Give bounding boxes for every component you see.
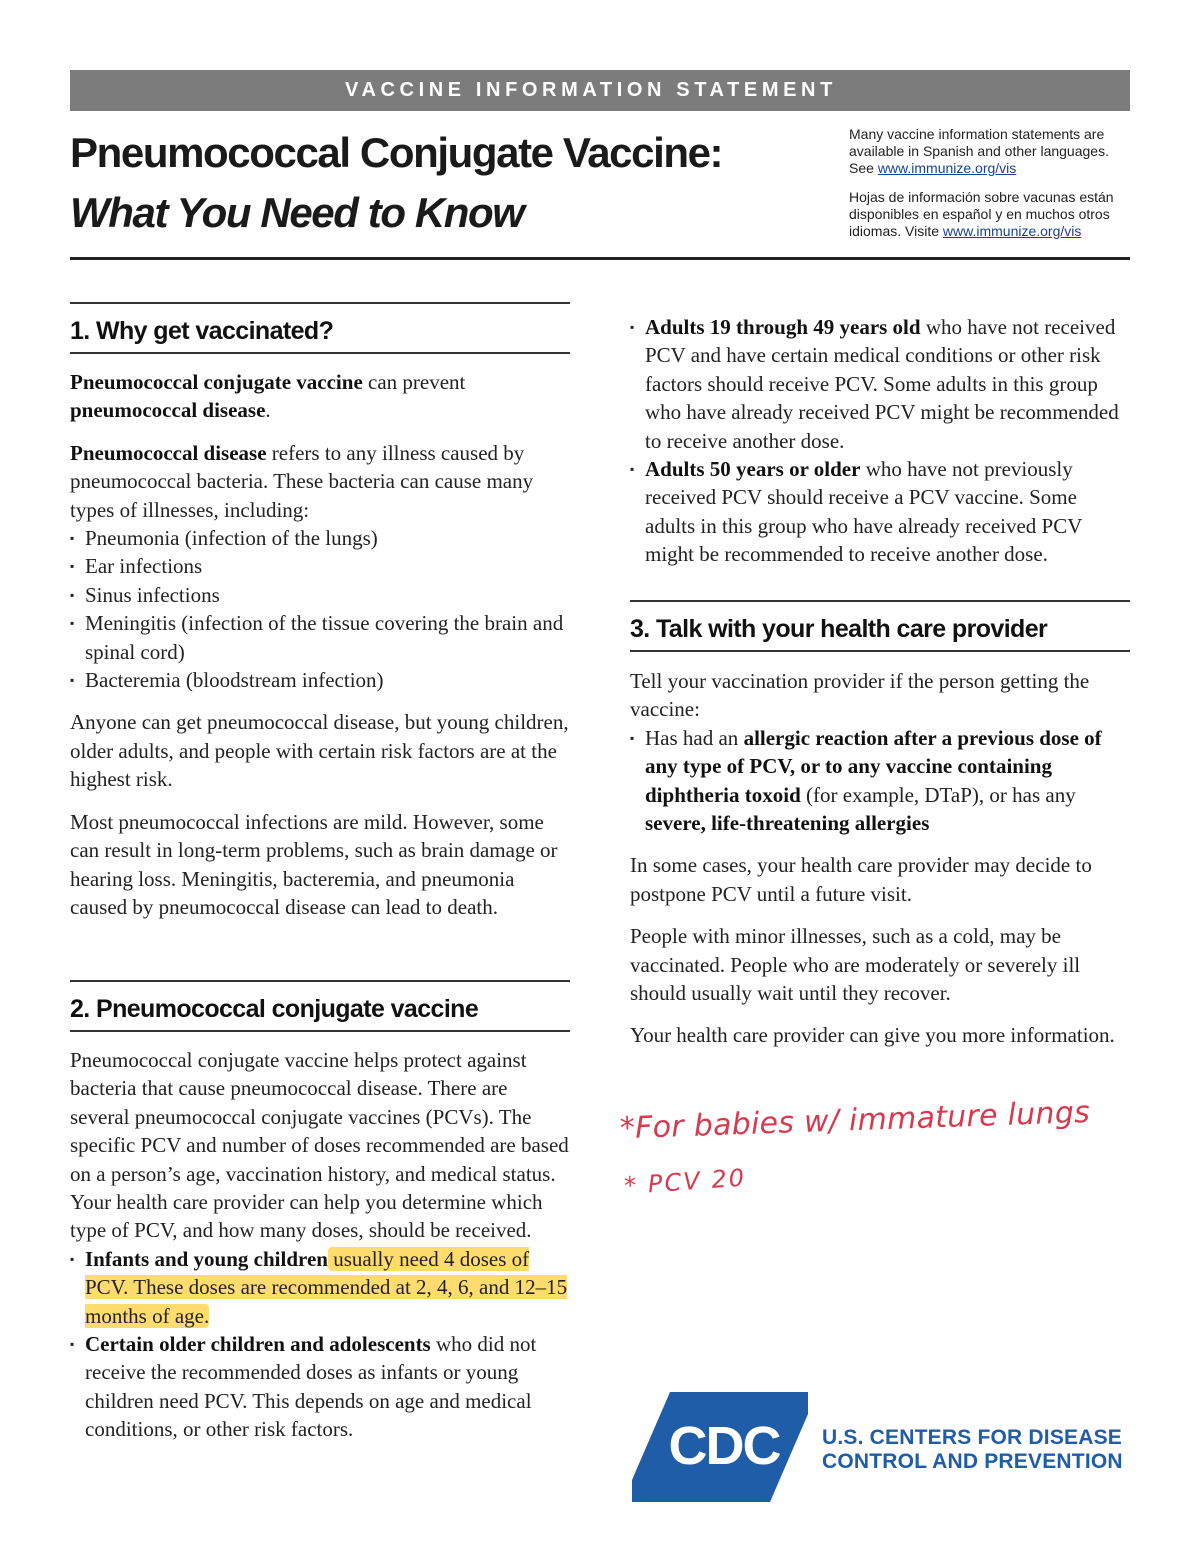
cdc-name	[822, 1426, 1132, 1474]
section3-paragraph-2: In some cases, your health care provider may decide to postpone PCV until a future visit.	[630, 853, 1092, 906]
handwritten-note-pcv20	[622, 1160, 782, 1200]
section1-bottom-rule	[70, 352, 570, 354]
section2-body	[70, 1046, 570, 1444]
list-item: ▪ Ear infections	[70, 552, 570, 580]
section3-bottom-rule	[630, 650, 1130, 652]
list-item: ▪ Infants and young children usually need 4 doses of PCV. These doses are recommended at 2, 4, 6, and 12–15 months of age.	[70, 1245, 570, 1330]
document-subtitle: What You Need to Know	[70, 189, 524, 236]
cdc-name-line-1: U.S. CENTERS FOR DISEASE	[822, 1426, 1123, 1449]
list-item: ▪ Adults 50 years or older who have not previously received PCV should receive a PCV vaccine. Some adults in this group who have already received PCV might be recommended to receive another dose.	[630, 455, 1130, 569]
illness-list	[70, 524, 570, 694]
handwritten-note-babies-text: *For babies w/ immature lungs	[619, 1094, 1091, 1146]
section1-top-rule	[70, 302, 570, 304]
provider-checklist	[630, 724, 1130, 838]
handwritten-note-pcv20-text: * PCV 20	[623, 1163, 745, 1200]
section1-paragraph-2: Pneumococcal disease refers to any illness caused by pneumococcal bacteria. These bacteria can cause many types of illnesses, including:	[70, 440, 534, 522]
section3-heading: 3. Talk with your health care provider	[630, 615, 1048, 643]
section2-paragraph-1: Pneumococcal conjugate vaccine helps protect against bacteria that cause pneumococcal disease. There are several pneumococcal conjugate vaccines (PCVs). The specific PCV and number of doses recommended are based on a person’s age, vaccination history, and medical status. Your health care provider can help you determine which type of PCV, and how many doses, should be received.	[70, 1048, 569, 1243]
list-item: ▪ Bacteremia (bloodstream infection)	[70, 666, 570, 694]
section2-bottom-rule	[70, 1030, 570, 1032]
section3-paragraph-1: Tell your vaccination provider if the person getting the vaccine:	[630, 669, 1090, 722]
handwritten-note-babies	[618, 1086, 1138, 1146]
section2-top-rule	[70, 980, 570, 982]
list-item: ▪ Pneumonia (infection of the lungs)	[70, 524, 570, 552]
list-item: ▪ Has had an allergic reaction after a previous dose of any type of PCV, or to any vaccine containing diphtheria toxoid (for example, DTaP), or has any severe, life-threatening allergies	[630, 724, 1130, 838]
section1-paragraph-4: Most pneumococcal infections are mild. However, some can result in long-term problems, such as brain damage or hearing loss. Meningitis, bacteremia, and pneumonia caused by pneumococcal disease can lead to death.	[70, 809, 558, 919]
section1-body	[70, 368, 570, 935]
section2-body-continued	[630, 313, 1130, 569]
list-item: ▪ Sinus infections	[70, 581, 570, 609]
section1-heading: 1. Why get vaccinated?	[70, 317, 334, 345]
adult-recommendation-list	[630, 313, 1130, 569]
cdc-logo	[632, 1392, 808, 1502]
list-item: ▪ Certain older children and adolescents who did not receive the recommended doses as infants or young children need PCV. This depends on age and medical conditions, or other risk factors.	[70, 1330, 570, 1444]
language-note-english-text: Many vaccine information statements are available in Spanish and other languages. See	[849, 126, 1109, 176]
cdc-name-line-2: CONTROL AND PREVENTION	[822, 1450, 1123, 1473]
language-note-spanish	[833, 177, 1130, 240]
cdc-logo-text: CDC	[668, 1416, 780, 1476]
header-divider	[70, 257, 1130, 260]
language-note-spanish-text: Hojas de información sobre vacunas están disponibles en español y en muchos otros idiomas. Visite	[849, 189, 1114, 239]
section1-paragraph-1: Pneumococcal conjugate vaccine can prevent pneumococcal disease.	[70, 370, 466, 423]
section3-body	[630, 667, 1130, 1064]
list-item: ▪ Adults 19 through 49 years old who have not received PCV and have certain medical conditions or other risk factors should receive PCV. Some adults in this group who have already received PCV might be recommended to receive another dose.	[630, 313, 1130, 455]
section3-paragraph-3: People with minor illnesses, such as a cold, may be vaccinated. People who are moderately or severely ill should usually wait until they recover.	[630, 924, 1081, 1006]
language-note-english	[833, 118, 1130, 177]
immunize-link-english[interactable]: www.immunize.org/vis	[877, 160, 1017, 176]
language-availability-box	[833, 118, 1130, 254]
document-banner: VACCINE INFORMATION STATEMENT	[70, 70, 1130, 111]
section1-paragraph-3: Anyone can get pneumococcal disease, but young children, older adults, and people with certain risk factors are at the highest risk.	[70, 710, 569, 792]
section2-heading: 2. Pneumococcal conjugate vaccine	[70, 995, 479, 1023]
list-item: ▪ Meningitis (infection of the tissue covering the brain and spinal cord)	[70, 609, 570, 666]
immunize-link-spanish[interactable]: www.immunize.org/vis	[942, 223, 1082, 239]
section3-paragraph-4: Your health care provider can give you more information.	[630, 1023, 1115, 1048]
document-title: Pneumococcal Conjugate Vaccine:	[70, 129, 723, 176]
section3-top-rule	[630, 600, 1130, 602]
recommendation-list	[70, 1245, 570, 1444]
